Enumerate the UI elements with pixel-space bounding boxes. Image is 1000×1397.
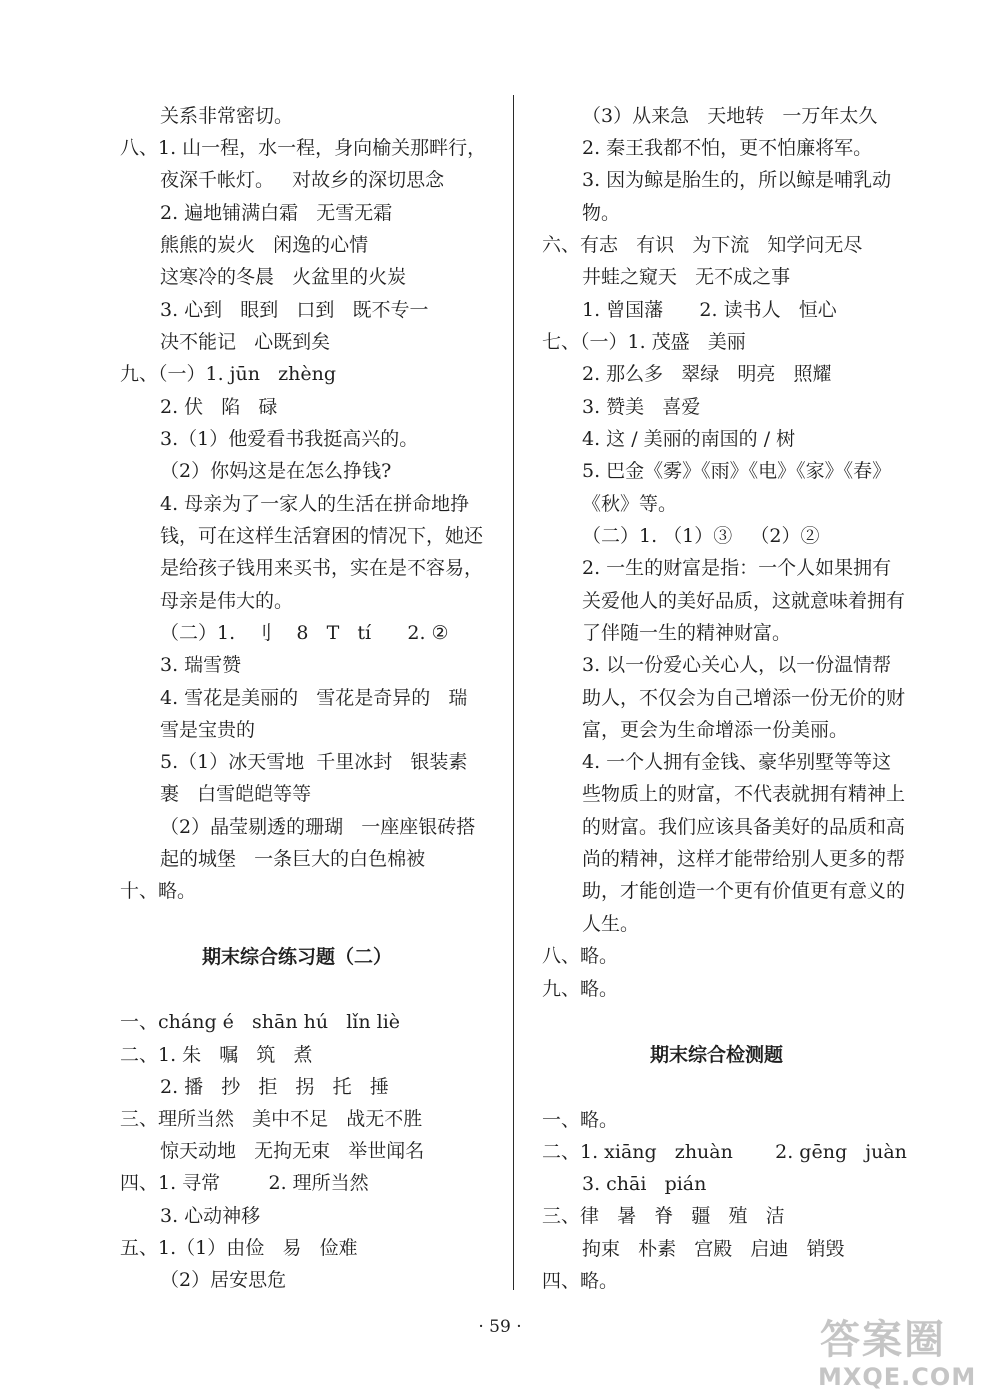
section-heading: 期末综合练习题（二） — [202, 946, 393, 968]
answer-line: 4. 雪花是美丽的 雪花是奇异的 瑞 — [160, 687, 468, 709]
answer-line: 3. 赞美 喜爱 — [582, 396, 701, 418]
answer-line: 3.（1）他爱看书我挺高兴的。 — [160, 428, 419, 450]
answer-line: 5. 巴金《雾》《雨》《电》《家》《春》 — [582, 460, 892, 482]
answer-line: 2. 一生的财富是指：一个人如果拥有 — [582, 557, 892, 579]
answer-line: 裹 白雪皑皑等等 — [160, 783, 312, 805]
answer-line: 4. 一个人拥有金钱、豪华别墅等等这 — [582, 751, 892, 773]
answer-line: 这寒冷的冬晨 火盆里的火炭 — [160, 266, 407, 288]
answer-line: 2. 遍地铺满白霜 无雪无霜 — [160, 202, 393, 224]
answer-line: 助，才能创造一个更有价值更有意义的 — [582, 880, 906, 902]
answer-line: （2）晶莹剔透的珊瑚 一座座银砖搭 — [160, 816, 476, 838]
answer-line: 六、有志 有识 为下流 知学问无尽 — [542, 234, 863, 256]
answer-line: 物。 — [582, 202, 621, 224]
watermark-text-top: 答案圈 — [820, 1317, 946, 1363]
column-divider — [513, 95, 514, 1290]
answer-line: 2. 秦王我都不怕，更不怕廉将军。 — [582, 137, 873, 159]
answer-line: 惊天动地 无拘无束 举世闻名 — [160, 1140, 425, 1162]
answer-line: 是给孩子钱用来买书，实在是不容易， — [160, 557, 484, 579]
answer-line: 熊熊的炭火 闲逸的心情 — [160, 234, 369, 256]
answer-line: 助人，不仅会为自己增添一份无价的财 — [582, 687, 906, 709]
answer-line: 3. 瑞雪赞 — [160, 654, 242, 676]
answer-line: 4. 母亲为了一家人的生活在拼命地挣 — [160, 493, 470, 515]
answer-line: 4. 这 / 美丽的南国的 / 树 — [582, 428, 796, 450]
answer-line: 3. 因为鲸是胎生的，所以鲸是哺乳动 — [582, 169, 892, 191]
answer-line: 七、（一）1. 茂盛 美丽 — [542, 331, 746, 353]
answer-line: 1. 曾国藩 2. 读书人 恒心 — [582, 299, 837, 321]
answer-line: 一、略。 — [542, 1109, 619, 1131]
answer-line: 富，更会为生命增添一份美丽。 — [582, 719, 849, 741]
answer-line: 母亲是伟大的。 — [160, 590, 294, 612]
answer-line: 2. 播 抄 拒 拐 托 捶 — [160, 1076, 389, 1098]
answer-line: 三、理所当然 美中不足 战无不胜 — [120, 1108, 423, 1130]
answer-line: （二）1. 刂 8 T tí 2. ② — [160, 622, 449, 644]
answer-line: 些物质上的财富，不代表就拥有精神上 — [582, 783, 906, 805]
answer-line: 四、1. 寻常 2. 理所当然 — [120, 1172, 369, 1194]
answer-line: 八、1. 山一程，水一程，身向榆关那畔行， — [120, 137, 487, 159]
answer-line: 决不能记 心既到矣 — [160, 331, 331, 353]
page-number: · 59 · — [478, 1317, 522, 1337]
answer-line: 五、1.（1）由俭 易 俭难 — [120, 1237, 358, 1259]
answer-line: 3. 心到 眼到 口到 既不专一 — [160, 299, 429, 321]
answer-line: 起的城堡 一条巨大的白色棉被 — [160, 848, 426, 870]
answer-line: 夜深千帐灯。 对故乡的深切思念 — [160, 169, 445, 191]
answer-line: 九、（一）1. jūn zhèng — [120, 363, 337, 385]
answer-line: 3. chāi pián — [582, 1173, 707, 1195]
answer-line: 二、1. xiāng zhuàn 2. gēng juàn — [542, 1141, 907, 1163]
answer-line: 一、cháng é shān hú lǐn liè — [120, 1011, 401, 1033]
answer-line: 5.（1）冰天雪地 千里冰封 银装素 — [160, 751, 468, 773]
answer-line: 人生。 — [582, 913, 640, 935]
answer-line: 2. 那么多 翠绿 明亮 照耀 — [582, 363, 832, 385]
answer-line: 拘束 朴素 宫殿 启迪 销毁 — [582, 1238, 845, 1260]
answer-line: 井蛙之窥天 无不成之事 — [582, 266, 791, 288]
answer-line: 2. 伏 陷 碌 — [160, 396, 278, 418]
answer-line: 了伴随一生的精神财富。 — [582, 622, 792, 644]
answer-line: 3. 以一份爱心关心人，以一份温情帮 — [582, 654, 892, 676]
answer-line: （2）居安思危 — [160, 1269, 287, 1291]
answer-line: 关系非常密切。 — [160, 105, 294, 127]
answer-line: 三、律 暑 脊 疆 殖 洁 — [542, 1205, 785, 1227]
section-heading: 期末综合检测题 — [650, 1044, 784, 1066]
answer-line: 八、略。 — [542, 945, 619, 967]
answer-line: 四、略。 — [542, 1270, 619, 1292]
answer-line: （二）1. （1）③ （2）② — [582, 525, 820, 547]
answer-line: 雪是宝贵的 — [160, 719, 256, 741]
answer-line: 3. 心动神移 — [160, 1205, 261, 1227]
answer-line: 的财富。我们应该具备美好的品质和高 — [582, 816, 906, 838]
answer-line: 尚的精神，这样才能带给别人更多的帮 — [582, 848, 906, 870]
answer-line: 十、略。 — [120, 880, 197, 902]
answer-line: 九、略。 — [542, 978, 619, 1000]
watermark-text-bottom: MXQE.COM — [818, 1363, 977, 1391]
answer-line: 《秋》等。 — [582, 493, 678, 515]
answer-line: 关爱他人的美好品质，这就意味着拥有 — [582, 590, 906, 612]
answer-line: （2）你妈这是在怎么挣钱? — [160, 460, 392, 482]
watermark-logo — [812, 1318, 988, 1392]
answer-line: 钱，可在这样生活窘困的情况下，她还 — [160, 525, 484, 547]
answer-line: 二、1. 朱 嘱 筑 煮 — [120, 1044, 313, 1066]
answer-line: （3）从来急 天地转 一万年太久 — [582, 105, 878, 127]
